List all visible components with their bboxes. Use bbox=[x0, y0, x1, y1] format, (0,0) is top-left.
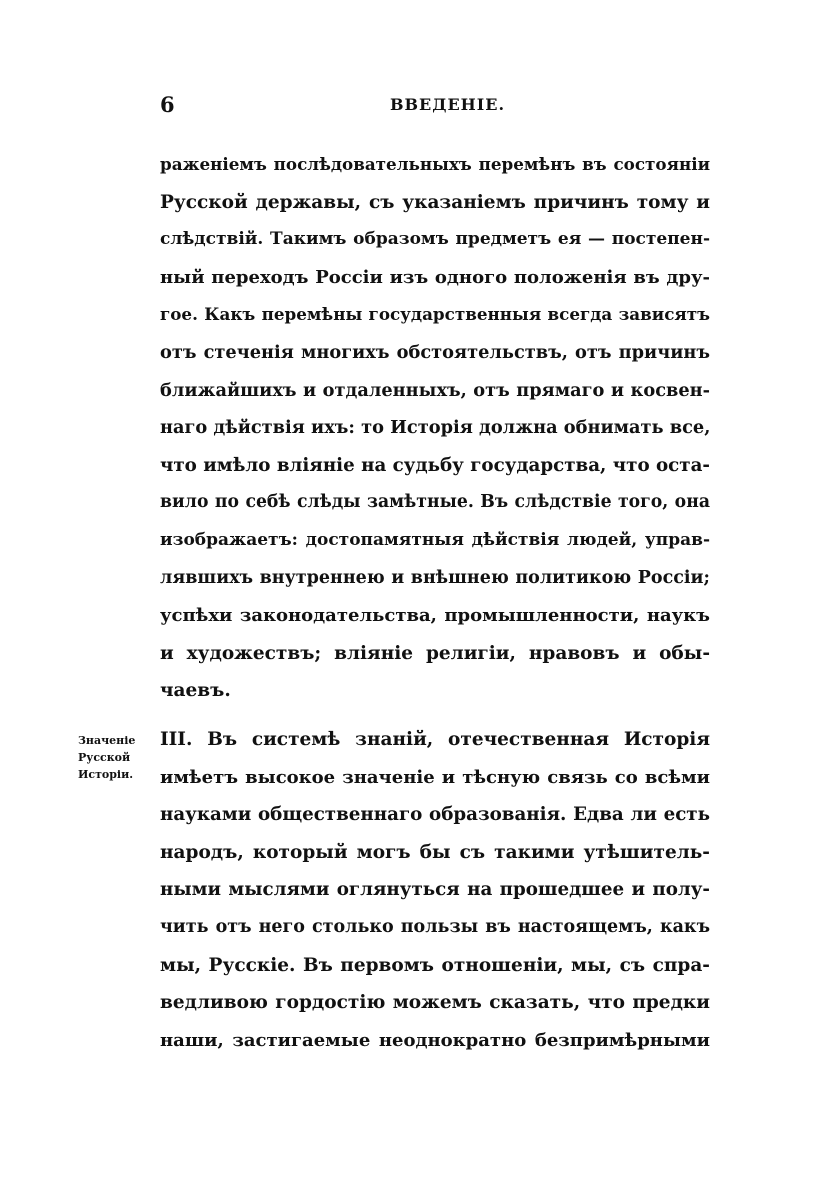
text-line: раженіемъ послѣдовательныхъ перемѣнъ въ состояніи bbox=[160, 154, 710, 174]
text-line: гое. Какъ перемѣны государственныя всегда зависятъ bbox=[160, 304, 710, 325]
text-line: Русской державы, съ указаніемъ причинъ тому и bbox=[160, 191, 710, 213]
text-line: вило по себѣ слѣды замѣтные. Въ слѣдствіе того, она bbox=[160, 492, 710, 513]
text-line: изображаетъ: достопамятныя дѣйствія людей, управ- bbox=[160, 529, 710, 550]
text-line: успѣхи законодательства, промышленности, наукъ bbox=[160, 605, 710, 627]
text-line: ный переходъ Россіи изъ одного положенія въ дру- bbox=[160, 266, 710, 288]
text-line: отъ стеченія многихъ обстоятельствъ, отъ причинъ bbox=[160, 341, 710, 363]
text-line: мы, Русскіе. Въ первомъ отношеніи, мы, съ спра- bbox=[160, 954, 710, 976]
text-line: и художествъ; вліяніе религіи, нравовъ и обы- bbox=[160, 642, 710, 664]
text-line: слѣдствій. Такимъ образомъ предметъ ея — постепен- bbox=[160, 229, 710, 250]
text-line: чить отъ него столько пользы въ настоящемъ, какъ bbox=[160, 916, 710, 937]
running-head bbox=[160, 92, 710, 122]
margin-note-line: Русской bbox=[78, 751, 131, 764]
text-line: что имѣло вліяніе на судьбу государства, что оста- bbox=[160, 454, 710, 476]
paragraph-1 bbox=[160, 146, 710, 710]
text-line: науками общественнаго образованія. Едва ли есть bbox=[160, 804, 710, 826]
text-line: чаевъ. bbox=[160, 680, 231, 702]
margin-note-line: Значеніе bbox=[78, 734, 136, 747]
margin-note bbox=[78, 732, 152, 783]
page-number: 6 bbox=[160, 92, 175, 117]
text-line: народъ, который могъ бы съ такими утѣшитель- bbox=[160, 841, 710, 863]
text-line: ными мыслями оглянуться на прошедшее и полу- bbox=[160, 879, 710, 901]
text-line: наши, застигаемые неоднократно безпримѣрными bbox=[160, 1029, 710, 1051]
text-line: имѣетъ высокое значеніе и тѣсную связь со всѣми bbox=[160, 766, 710, 788]
text-line: ведливою гордостію можемъ сказать, что предки bbox=[160, 992, 710, 1014]
running-title: ВВЕДЕНІЕ. bbox=[390, 95, 506, 114]
text-line: наго дѣйствія ихъ: то Исторія должна обнимать все, bbox=[160, 417, 711, 439]
text-line: III. Въ системѣ знаній, отечественная Исторія bbox=[160, 729, 710, 750]
text-line: ближайшихъ и отдаленныхъ, отъ прямаго и косвен- bbox=[160, 379, 710, 401]
paragraph-2 bbox=[160, 721, 710, 1059]
margin-note-line: Исторіи. bbox=[78, 768, 134, 781]
text-line: лявшихъ внутреннею и внѣшнею политикою Россіи; bbox=[160, 567, 710, 588]
